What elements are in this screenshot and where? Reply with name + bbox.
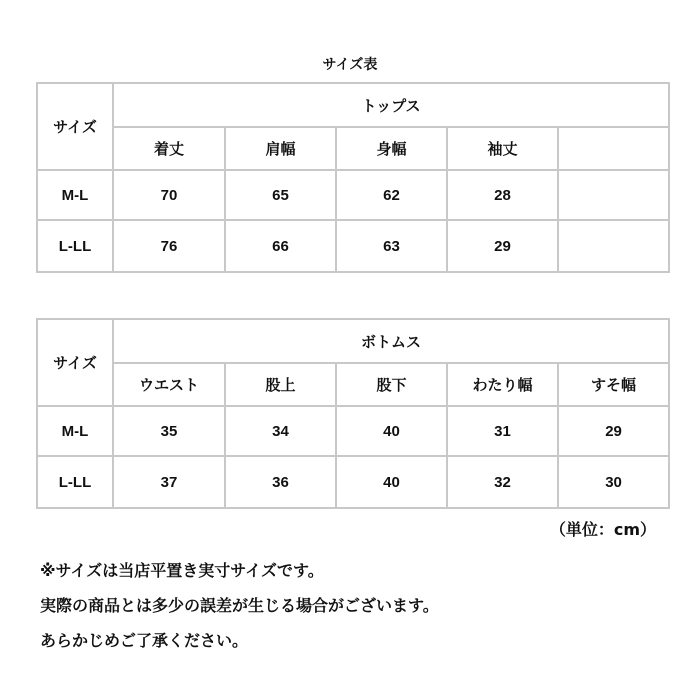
value-cell: 65 bbox=[225, 170, 336, 220]
column-header: ウエスト bbox=[113, 363, 225, 406]
note-line: あらかじめご了承ください。 bbox=[40, 631, 249, 650]
value-cell: 66 bbox=[225, 220, 336, 272]
value-cell: 36 bbox=[225, 456, 336, 508]
size-label-cell: M-L bbox=[37, 170, 113, 220]
value-cell: 62 bbox=[336, 170, 447, 220]
value-cell: 29 bbox=[447, 220, 558, 272]
size-header-cell: サイズ bbox=[37, 319, 113, 406]
table-row bbox=[37, 406, 669, 456]
tops-group-header: トップス bbox=[113, 83, 669, 127]
value-cell: 37 bbox=[113, 456, 225, 508]
bottoms-size-table bbox=[36, 318, 670, 509]
size-label-cell: M-L bbox=[37, 406, 113, 456]
value-cell bbox=[558, 220, 669, 272]
size-label-cell: L-LL bbox=[37, 220, 113, 272]
table-row bbox=[37, 170, 669, 220]
value-cell: 29 bbox=[558, 406, 669, 456]
column-header: 股上 bbox=[225, 363, 336, 406]
column-header: すそ幅 bbox=[558, 363, 669, 406]
column-header bbox=[558, 127, 669, 170]
value-cell bbox=[558, 170, 669, 220]
value-cell: 31 bbox=[447, 406, 558, 456]
value-cell: 40 bbox=[336, 456, 447, 508]
size-notes bbox=[40, 553, 439, 658]
note-line: ※サイズは当店平置き実寸サイズです。 bbox=[40, 561, 324, 580]
column-header: 肩幅 bbox=[225, 127, 336, 170]
table-row bbox=[37, 220, 669, 272]
column-header: 身幅 bbox=[336, 127, 447, 170]
note-line: 実際の商品とは多少の誤差が生じる場合がございます。 bbox=[40, 596, 439, 615]
value-cell: 70 bbox=[113, 170, 225, 220]
value-cell: 40 bbox=[336, 406, 447, 456]
column-header: 袖丈 bbox=[447, 127, 558, 170]
column-header: 股下 bbox=[336, 363, 447, 406]
size-header-cell: サイズ bbox=[37, 83, 113, 170]
column-header: わたり幅 bbox=[447, 363, 558, 406]
value-cell: 63 bbox=[336, 220, 447, 272]
value-cell: 34 bbox=[225, 406, 336, 456]
tops-size-table bbox=[36, 82, 670, 273]
value-cell: 28 bbox=[447, 170, 558, 220]
value-cell: 32 bbox=[447, 456, 558, 508]
column-header: 着丈 bbox=[113, 127, 225, 170]
table-row bbox=[37, 456, 669, 508]
value-cell: 30 bbox=[558, 456, 669, 508]
size-chart-title: サイズ表 bbox=[322, 57, 378, 73]
unit-note: （単位：cm） bbox=[549, 520, 656, 539]
bottoms-group-header: ボトムス bbox=[113, 319, 669, 363]
size-label-cell: L-LL bbox=[37, 456, 113, 508]
value-cell: 35 bbox=[113, 406, 225, 456]
value-cell: 76 bbox=[113, 220, 225, 272]
